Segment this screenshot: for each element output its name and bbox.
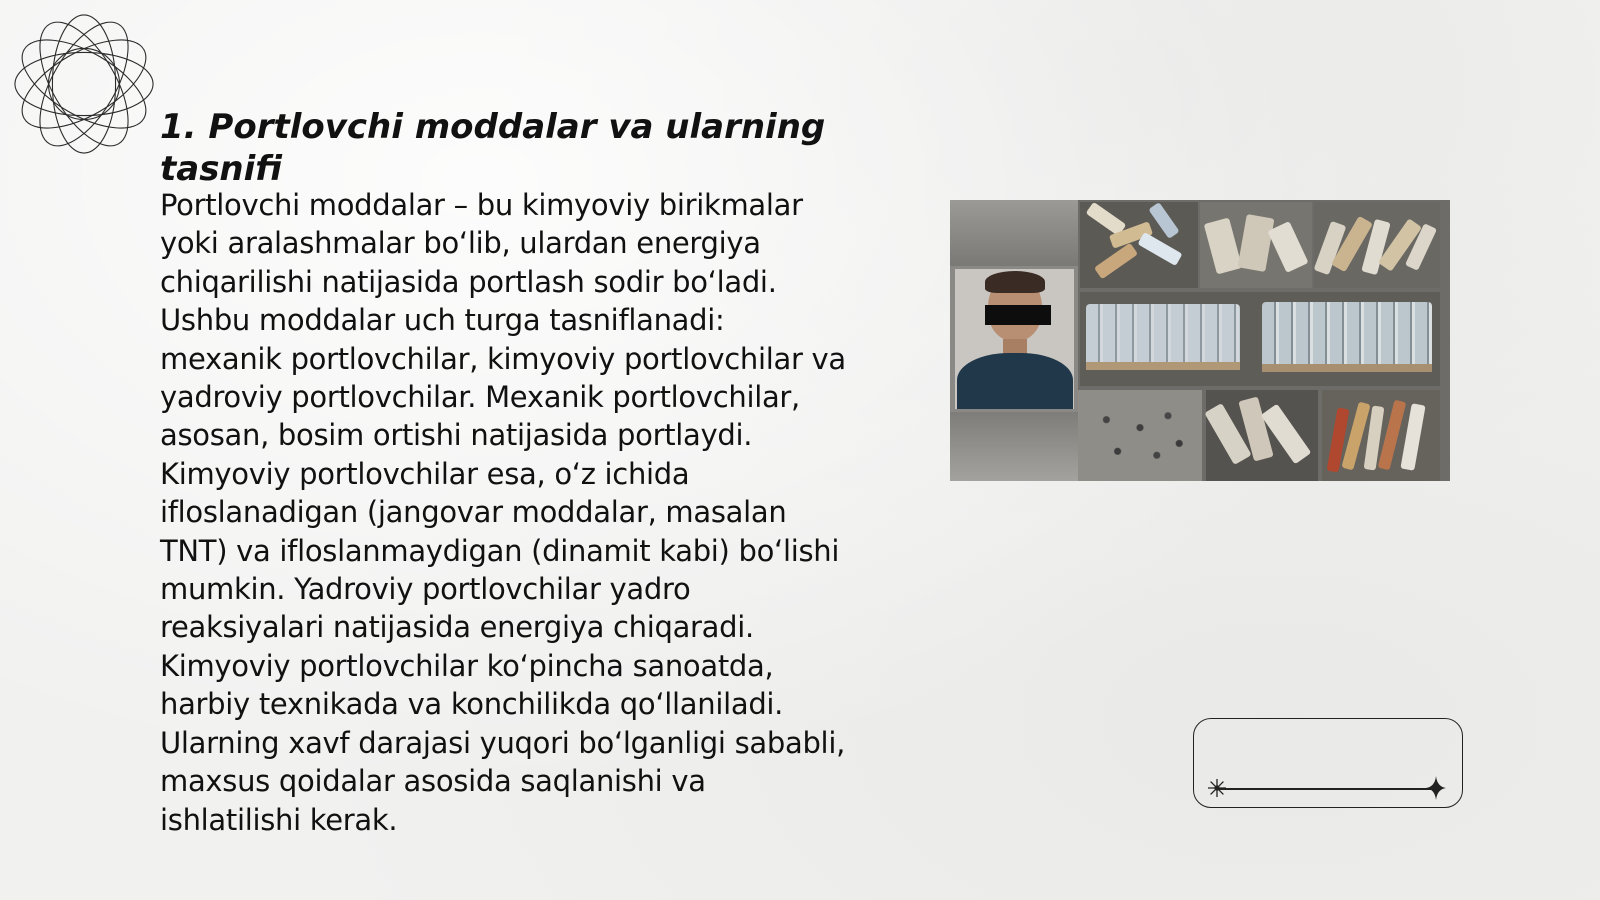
seized-explosives-photo	[950, 200, 1450, 481]
frame-divider-line	[1218, 788, 1436, 790]
censor-bar	[985, 305, 1051, 325]
slide-title: 1. Portlovchi moddalar va ularning tasnifi	[160, 107, 826, 189]
sparkle-icon	[1206, 777, 1228, 799]
decorative-frame	[1193, 718, 1463, 808]
four-point-star-icon	[1424, 775, 1448, 801]
person-portrait	[955, 269, 1074, 409]
wireframe-orb-icon	[10, 10, 158, 158]
slide-body-text: Portlovchi moddalar – bu kimyoviy birikmalar yoki aralashmalar boʻlib, ulardan energiya chiqarilishi natijasida portlash sodir boʻladi. Ushbu moddalar uch turga tasniflanadi: mexanik portlovchilar, kimyoviy portlovchilar va yadroviy portlovchilar. Mexanik portlovchilar, asosan, bosim ortishi natijasida portlaydi. Kimyoviy portlovchilar esa, oʻz ichida ifloslanadigan (jangovar moddalar, masalan TNT) va ifloslanmaydigan (dinamit kabi) boʻlishi mumkin. Yadroviy portlovchilar yadro reaksiyalari natijasida energiya chiqaradi. Kimyoviy portlovchilar koʻpincha sanoatda, harbiy texnikada va konchilikda qoʻllaniladi. Ularning xavf darajasi yuqori boʻlganligi sababli, maxsus qoidalar asosida saqlanishi va ishlatilishi kerak.	[160, 188, 846, 837]
